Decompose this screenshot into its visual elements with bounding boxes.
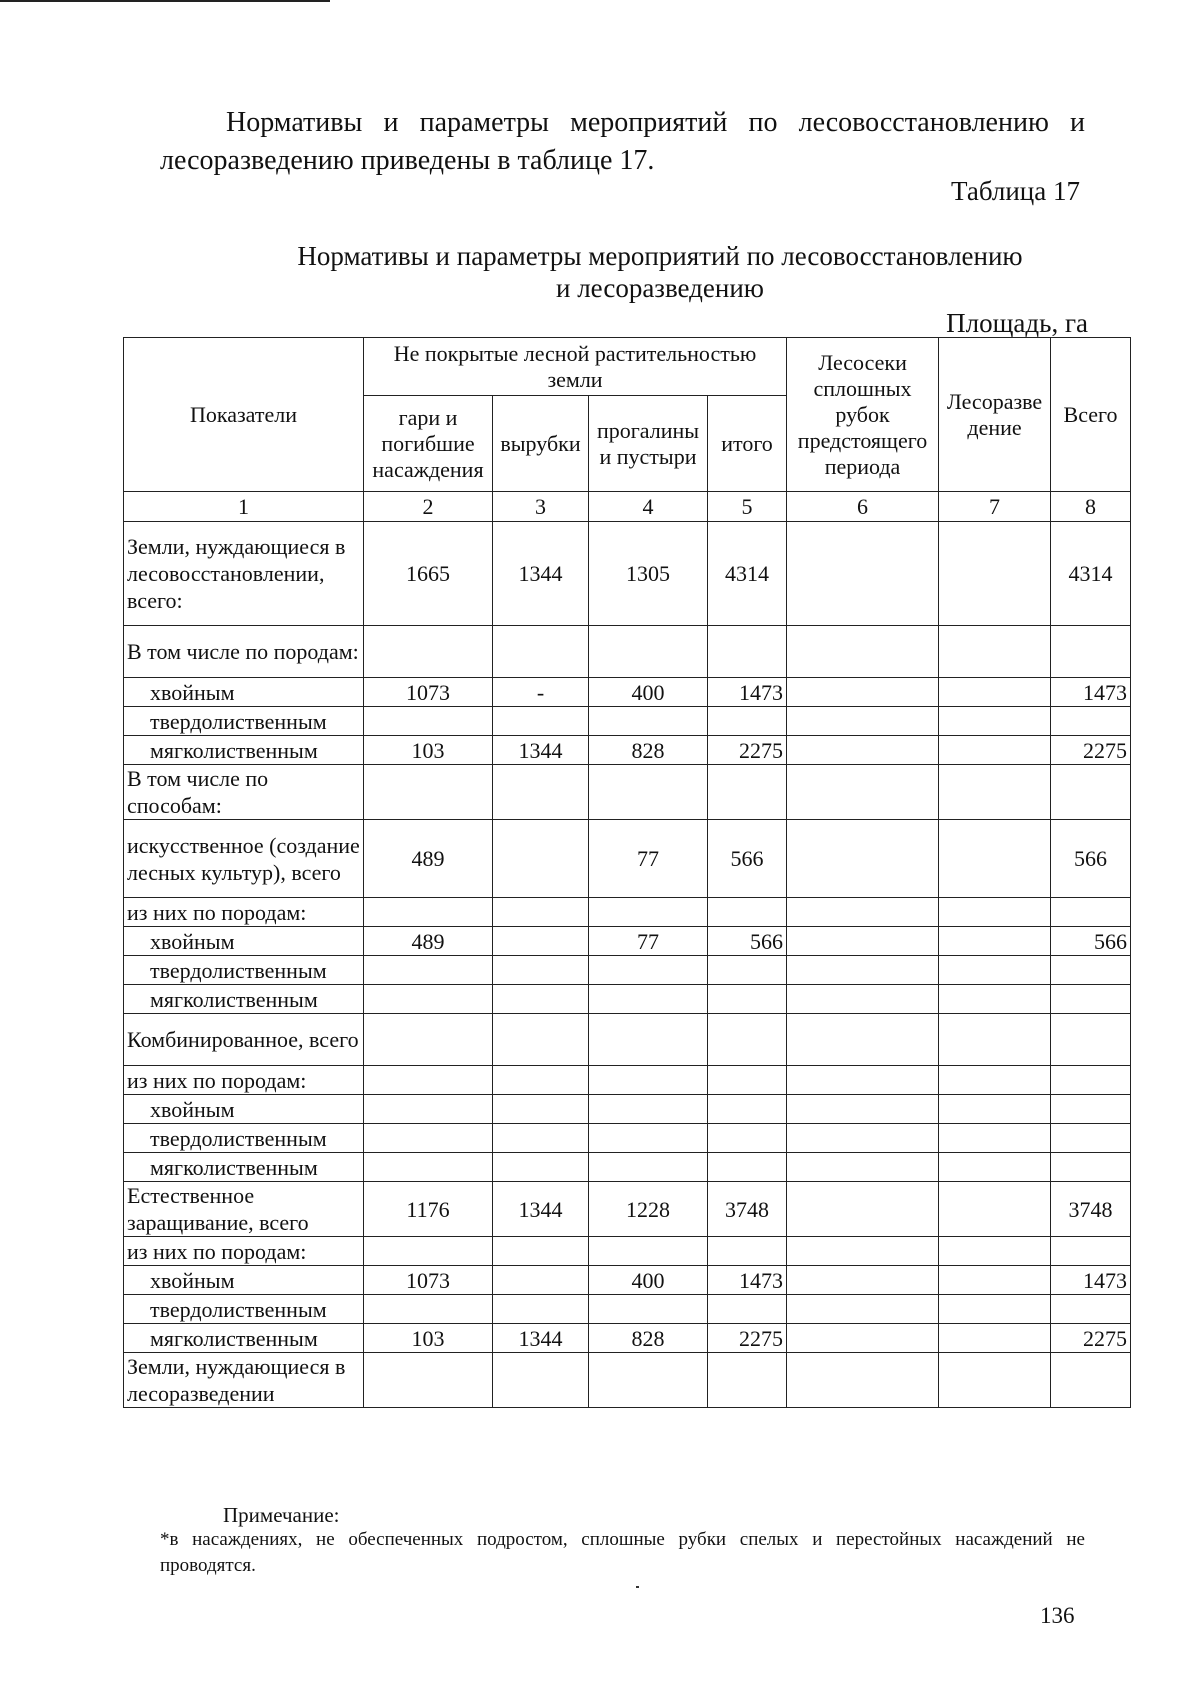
cell-c5 xyxy=(708,1237,787,1266)
table-title-line-2: и лесоразведению xyxy=(556,273,764,303)
column-number: 2 xyxy=(364,492,493,522)
cell-c3: 1344 xyxy=(493,522,589,626)
header-total: Всего xyxy=(1051,338,1131,492)
cell-c7 xyxy=(939,898,1051,927)
cell-c2 xyxy=(364,765,493,820)
header-afforestation: Лесоразведение xyxy=(939,338,1051,492)
cell-c3 xyxy=(493,1266,589,1295)
cell-c4: 77 xyxy=(589,927,708,956)
cell-c5 xyxy=(708,985,787,1014)
header-burnt: гари и погибшие насаждения xyxy=(364,396,493,492)
table-row xyxy=(124,678,1131,707)
note-title: Примечание: xyxy=(223,1503,340,1527)
cell-c8: 2275 xyxy=(1051,736,1131,765)
cell-c3 xyxy=(493,1066,589,1095)
row-label: из них по породам: xyxy=(124,1066,364,1095)
cell-c2 xyxy=(364,1066,493,1095)
table-body xyxy=(124,522,1131,1408)
cell-c6 xyxy=(787,1066,939,1095)
table-row xyxy=(124,1266,1131,1295)
cell-c2 xyxy=(364,1124,493,1153)
cell-c7 xyxy=(939,985,1051,1014)
row-label: из них по породам: xyxy=(124,1237,364,1266)
cell-c2 xyxy=(364,1353,493,1408)
row-label: В том числе по способам: xyxy=(124,765,364,820)
cell-c6 xyxy=(787,1324,939,1353)
cell-c5 xyxy=(708,626,787,678)
row-label: хвойным xyxy=(124,927,364,956)
cell-c2 xyxy=(364,626,493,678)
cell-c2: 489 xyxy=(364,820,493,898)
row-label: мягколиственным xyxy=(124,1324,364,1353)
header-indicators: Показатели xyxy=(124,338,364,492)
table-row xyxy=(124,522,1131,626)
cell-c5: 1473 xyxy=(708,1266,787,1295)
cell-c5: 3748 xyxy=(708,1182,787,1237)
header-cutting-areas: Лесосеки сплошных рубок предстоящего периода xyxy=(787,338,939,492)
cell-c2: 1665 xyxy=(364,522,493,626)
cell-c8: 1473 xyxy=(1051,678,1131,707)
cell-c8 xyxy=(1051,985,1131,1014)
cell-c6 xyxy=(787,522,939,626)
cell-c6 xyxy=(787,1124,939,1153)
cell-c5 xyxy=(708,956,787,985)
table-row xyxy=(124,820,1131,898)
row-label: мягколиственным xyxy=(124,736,364,765)
cell-c5 xyxy=(708,898,787,927)
cell-c7 xyxy=(939,765,1051,820)
table-row xyxy=(124,626,1131,678)
cell-c6 xyxy=(787,1295,939,1324)
cell-c3: 1344 xyxy=(493,736,589,765)
cell-c8 xyxy=(1051,765,1131,820)
cell-c4 xyxy=(589,1353,708,1408)
cell-c7 xyxy=(939,1295,1051,1324)
cell-c2 xyxy=(364,956,493,985)
cell-c6 xyxy=(787,626,939,678)
cell-c8: 1473 xyxy=(1051,1266,1131,1295)
cell-c5 xyxy=(708,707,787,736)
cell-c2 xyxy=(364,985,493,1014)
cell-c3 xyxy=(493,956,589,985)
row-label: Земли, нуждающиеся в лесоразведении xyxy=(124,1353,364,1408)
units-label: Площадь, га xyxy=(946,308,1088,338)
cell-c7 xyxy=(939,1014,1051,1066)
row-label: мягколиственным xyxy=(124,1153,364,1182)
cell-c3 xyxy=(493,820,589,898)
cell-c8 xyxy=(1051,1095,1131,1124)
cell-c7 xyxy=(939,820,1051,898)
cell-c6 xyxy=(787,678,939,707)
table-row xyxy=(124,765,1131,820)
cell-c3: 1344 xyxy=(493,1324,589,1353)
cell-c6 xyxy=(787,1237,939,1266)
cell-c6 xyxy=(787,985,939,1014)
page-number: 136 xyxy=(1040,1603,1075,1628)
cell-c6 xyxy=(787,1014,939,1066)
cell-c6 xyxy=(787,736,939,765)
cell-c3 xyxy=(493,1295,589,1324)
cell-c8 xyxy=(1051,1014,1131,1066)
cell-c7 xyxy=(939,1353,1051,1408)
cell-c8 xyxy=(1051,956,1131,985)
header-not-covered: Не покрытые лесной растительностью земли xyxy=(364,338,787,396)
table-row xyxy=(124,1324,1131,1353)
cell-c7 xyxy=(939,1153,1051,1182)
cell-c2: 489 xyxy=(364,927,493,956)
top-rule xyxy=(0,0,330,2)
cell-c5 xyxy=(708,1066,787,1095)
table-row xyxy=(124,898,1131,927)
cell-c8: 4314 xyxy=(1051,522,1131,626)
cell-c4 xyxy=(589,1295,708,1324)
cell-c6 xyxy=(787,820,939,898)
cell-c8 xyxy=(1051,1237,1131,1266)
cell-c2 xyxy=(364,1153,493,1182)
cell-c8 xyxy=(1051,1124,1131,1153)
column-number-row xyxy=(124,492,1131,522)
cell-c7 xyxy=(939,1182,1051,1237)
cell-c2: 1176 xyxy=(364,1182,493,1237)
forest-restoration-table xyxy=(123,337,1131,1408)
column-number: 8 xyxy=(1051,492,1131,522)
column-number: 5 xyxy=(708,492,787,522)
cell-c4: 77 xyxy=(589,820,708,898)
table-row xyxy=(124,1124,1131,1153)
cell-c6 xyxy=(787,765,939,820)
cell-c7 xyxy=(939,522,1051,626)
cell-c6 xyxy=(787,1266,939,1295)
cell-c3 xyxy=(493,1014,589,1066)
row-label: Комбинированное, всего xyxy=(124,1014,364,1066)
cell-c5: 566 xyxy=(708,927,787,956)
cell-c7 xyxy=(939,1237,1051,1266)
cell-c2 xyxy=(364,1014,493,1066)
row-label: Земли, нуждающиеся в лесовосстановлении, всего: xyxy=(124,522,364,626)
cell-c5: 2275 xyxy=(708,1324,787,1353)
cell-c4: 400 xyxy=(589,678,708,707)
intro-text: Нормативы и параметры мероприятий по лесовосстановлению и лесоразведению приведены в таблице 17. xyxy=(160,107,1085,176)
cell-c3 xyxy=(493,898,589,927)
cell-c6 xyxy=(787,1153,939,1182)
cell-c7 xyxy=(939,1124,1051,1153)
cell-c2: 103 xyxy=(364,1324,493,1353)
row-label: В том числе по породам: xyxy=(124,626,364,678)
table-row xyxy=(124,1182,1131,1237)
cell-c6 xyxy=(787,1182,939,1237)
stray-mark xyxy=(636,1586,639,1588)
column-number: 1 xyxy=(124,492,364,522)
table-row xyxy=(124,1295,1131,1324)
row-label: твердолиственным xyxy=(124,1124,364,1153)
row-label: твердолиственным xyxy=(124,707,364,736)
cell-c6 xyxy=(787,1353,939,1408)
cell-c4: 1228 xyxy=(589,1182,708,1237)
row-label: хвойным xyxy=(124,1266,364,1295)
table-row xyxy=(124,985,1131,1014)
cell-c5: 2275 xyxy=(708,736,787,765)
cell-c3 xyxy=(493,1353,589,1408)
row-label: Естественное заращивание, всего xyxy=(124,1182,364,1237)
cell-c2 xyxy=(364,1295,493,1324)
cell-c8: 566 xyxy=(1051,927,1131,956)
row-label: искусственное (создание лесных культур), всего xyxy=(124,820,364,898)
cell-c7 xyxy=(939,1266,1051,1295)
cell-c6 xyxy=(787,927,939,956)
row-label: твердолиственным xyxy=(124,956,364,985)
cell-c4 xyxy=(589,626,708,678)
row-label: хвойным xyxy=(124,1095,364,1124)
cell-c4 xyxy=(589,1153,708,1182)
cell-c5: 4314 xyxy=(708,522,787,626)
cell-c2: 1073 xyxy=(364,678,493,707)
cell-c6 xyxy=(787,956,939,985)
cell-c4 xyxy=(589,1014,708,1066)
cell-c4: 828 xyxy=(589,736,708,765)
header-total-sub: итого xyxy=(708,396,787,492)
cell-c8 xyxy=(1051,1353,1131,1408)
cell-c4 xyxy=(589,956,708,985)
cell-c8 xyxy=(1051,1066,1131,1095)
cell-c3 xyxy=(493,707,589,736)
cell-c4 xyxy=(589,985,708,1014)
table-row xyxy=(124,1237,1131,1266)
table-row xyxy=(124,1353,1131,1408)
cell-c8: 3748 xyxy=(1051,1182,1131,1237)
cell-c5: 566 xyxy=(708,820,787,898)
cell-c8: 566 xyxy=(1051,820,1131,898)
table-title xyxy=(110,240,1200,304)
cell-c4 xyxy=(589,1095,708,1124)
cell-c4: 828 xyxy=(589,1324,708,1353)
intro-paragraph xyxy=(160,104,1085,180)
cell-c8 xyxy=(1051,1295,1131,1324)
cell-c7 xyxy=(939,1066,1051,1095)
cell-c4 xyxy=(589,1237,708,1266)
column-number: 6 xyxy=(787,492,939,522)
cell-c5 xyxy=(708,1353,787,1408)
cell-c3: - xyxy=(493,678,589,707)
cell-c8 xyxy=(1051,898,1131,927)
cell-c3 xyxy=(493,985,589,1014)
cell-c7 xyxy=(939,1095,1051,1124)
cell-c2 xyxy=(364,1095,493,1124)
table-row xyxy=(124,1014,1131,1066)
cell-c5 xyxy=(708,1295,787,1324)
cell-c7 xyxy=(939,927,1051,956)
cell-c4 xyxy=(589,898,708,927)
cell-c5 xyxy=(708,1095,787,1124)
cell-c3: 1344 xyxy=(493,1182,589,1237)
cell-c3 xyxy=(493,1124,589,1153)
cell-c3 xyxy=(493,1237,589,1266)
header-clearings: вырубки xyxy=(493,396,589,492)
cell-c8 xyxy=(1051,707,1131,736)
cell-c5: 1473 xyxy=(708,678,787,707)
column-number: 7 xyxy=(939,492,1051,522)
row-label: хвойным xyxy=(124,678,364,707)
cell-c7 xyxy=(939,736,1051,765)
cell-c2: 103 xyxy=(364,736,493,765)
cell-c2: 1073 xyxy=(364,1266,493,1295)
cell-c4 xyxy=(589,707,708,736)
table-row xyxy=(124,927,1131,956)
cell-c8 xyxy=(1051,1153,1131,1182)
cell-c8: 2275 xyxy=(1051,1324,1131,1353)
table-number: Таблица 17 xyxy=(951,176,1080,206)
cell-c4: 1305 xyxy=(589,522,708,626)
table-row xyxy=(124,1066,1131,1095)
row-label: твердолиственным xyxy=(124,1295,364,1324)
cell-c4 xyxy=(589,1124,708,1153)
cell-c6 xyxy=(787,1095,939,1124)
column-number: 4 xyxy=(589,492,708,522)
table-row xyxy=(124,956,1131,985)
cell-c8 xyxy=(1051,626,1131,678)
table-row xyxy=(124,1095,1131,1124)
table-row xyxy=(124,1153,1131,1182)
cell-c6 xyxy=(787,707,939,736)
cell-c3 xyxy=(493,626,589,678)
row-label: мягколиственным xyxy=(124,985,364,1014)
cell-c2 xyxy=(364,707,493,736)
cell-c4: 400 xyxy=(589,1266,708,1295)
cell-c4 xyxy=(589,765,708,820)
cell-c3 xyxy=(493,1095,589,1124)
cell-c3 xyxy=(493,927,589,956)
cell-c4 xyxy=(589,1066,708,1095)
cell-c3 xyxy=(493,1153,589,1182)
table-row xyxy=(124,736,1131,765)
row-label: из них по породам: xyxy=(124,898,364,927)
header-glades: прогалины и пустыри xyxy=(589,396,708,492)
cell-c7 xyxy=(939,956,1051,985)
cell-c3 xyxy=(493,765,589,820)
table-title-line-1: Нормативы и параметры мероприятий по лесовосстановлению xyxy=(297,241,1023,271)
cell-c5 xyxy=(708,1124,787,1153)
cell-c6 xyxy=(787,898,939,927)
cell-c5 xyxy=(708,765,787,820)
column-number: 3 xyxy=(493,492,589,522)
table-row xyxy=(124,707,1131,736)
note-text: *в насаждениях, не обеспеченных подростом, сплошные рубки спелых и перестойных насаждений не проводятся. xyxy=(160,1529,1085,1576)
cell-c7 xyxy=(939,1324,1051,1353)
cell-c2 xyxy=(364,1237,493,1266)
cell-c5 xyxy=(708,1153,787,1182)
cell-c5 xyxy=(708,1014,787,1066)
cell-c2 xyxy=(364,898,493,927)
cell-c7 xyxy=(939,678,1051,707)
cell-c7 xyxy=(939,707,1051,736)
cell-c7 xyxy=(939,626,1051,678)
